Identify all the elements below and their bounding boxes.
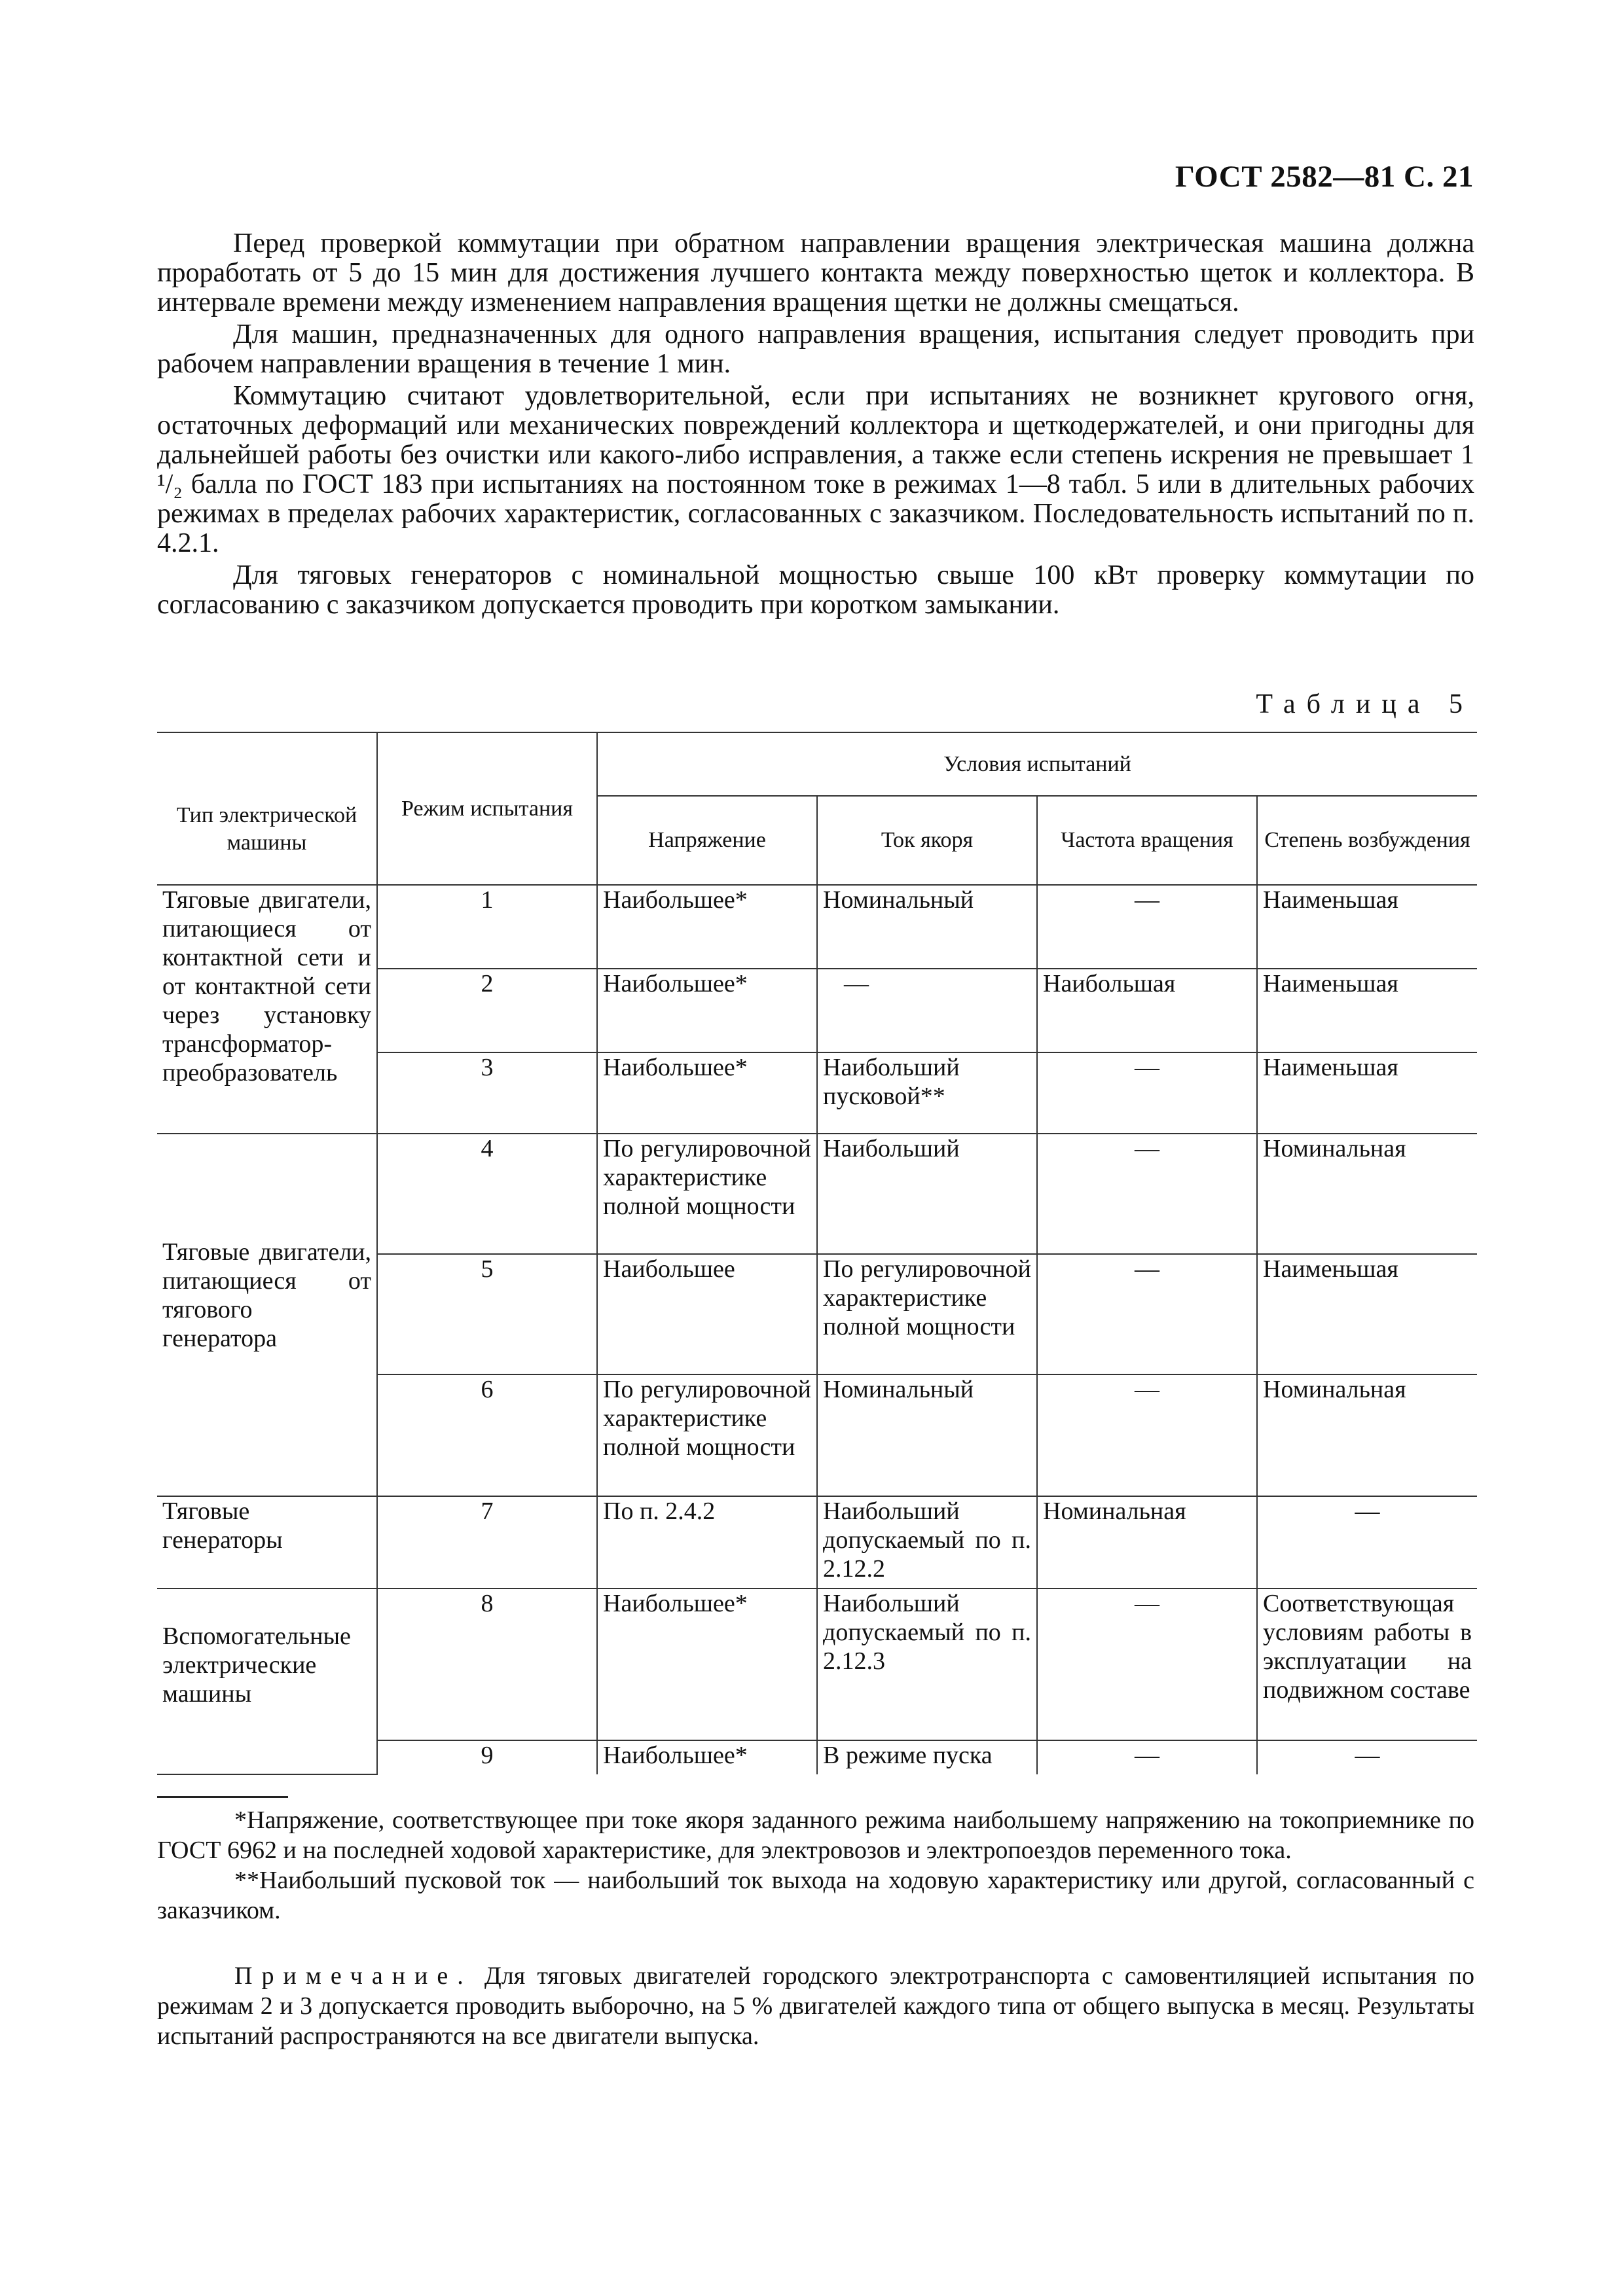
footnote-divider [157,1796,288,1798]
excitation-cell: — [1257,1496,1477,1588]
current-cell: Наибольший допускаемый по п. 2.12.3 [817,1588,1037,1740]
mode-cell: 3 [377,1052,597,1134]
page-header: ГОСТ 2582—81 С. 21 [1175,160,1474,194]
header-excitation: Степень возбуждения [1257,796,1477,885]
header-test-conditions: Условия испытаний [597,732,1477,796]
speed-cell: — [1037,1374,1257,1496]
header-armature-current: Ток якоря [817,796,1037,885]
excitation-cell: Номинальная [1257,1134,1477,1254]
current-cell: В режиме пуска [817,1740,1037,1774]
table-row [157,1134,1477,1254]
note [157,1961,1474,2051]
table-caption: Таблица 5 [1256,689,1474,719]
machine-type-cell: Тяговые двигатели, питающиеся от контактной сети и от контактной сети через установку трансформатор-преобразователь [157,885,377,1134]
machine-type-cell: Тяговые двигатели, питающиеся от тягового генератора [157,1134,377,1496]
current-cell: — [817,969,1037,1052]
voltage-cell: Наибольшее* [597,1588,817,1740]
speed-cell: Номинальная [1037,1496,1257,1588]
excitation-cell: — [1257,1740,1477,1774]
header-test-mode: Режим испытания [377,732,597,885]
speed-cell: — [1037,885,1257,969]
voltage-cell: По п. 2.4.2 [597,1496,817,1588]
note-label: Примечание. [234,1962,473,1990]
voltage-cell: Наибольшее* [597,1052,817,1134]
excitation-cell: Номинальная [1257,1374,1477,1496]
body-text [157,229,1474,622]
mode-cell: 9 [377,1740,597,1774]
voltage-cell: Наибольшее* [597,969,817,1052]
table-row [157,1496,1477,1588]
speed-cell: — [1037,1134,1257,1254]
mode-cell: 7 [377,1496,597,1588]
current-cell: Номинальный [817,885,1037,969]
speed-cell: — [1037,1740,1257,1774]
voltage-cell: По регулировочной характеристике полной мощности [597,1134,817,1254]
table-5 [157,732,1477,1775]
machine-type-cell: Вспомогательные электрические машины [157,1588,377,1774]
excitation-cell: Наименьшая [1257,885,1477,969]
excitation-cell: Наименьшая [1257,969,1477,1052]
speed-cell: — [1037,1052,1257,1134]
mode-cell: 5 [377,1254,597,1374]
paragraph: Коммутацию считают удовлетворительной, если при испытаниях не возникнет кругового огня, остаточных деформаций или механических повреждений коллектора и щеткодержателей, и они пригодны для дальнейшей работы без очистки или какого-либо исправления, а также если степень искрения не превышает 1 ¹/₂ балла по ГОСТ 183 при испытаниях на постоянном токе в режимах 1—8 табл. 5 или в длительных рабочих режимах в пределах рабочих характеристик, согласованных с заказчиком. Последовательность испытаний по п. 4.2.1. [157,381,1474,558]
header-machine-type: Тип электрической машины [157,732,377,885]
footnote: **Наибольший пусковой ток — наибольший ток выхода на ходовую характеристику или другой, согласованный с заказчиком. [157,1867,1474,1924]
table-header-row [157,732,1477,796]
paragraph: Перед проверкой коммутации при обратном направлении вращения электрическая машина должна проработать от 5 до 15 мин для достижения лучшего контакта между поверхностью щеток и коллектора. В интервале времени между изменением направления вращения щетки не должны смещаться. [157,228,1474,317]
footnote: *Напряжение, соответствующее при токе якоря заданного режима наибольшему напряжению на токоприемнике по ГОСТ 6962 и на последней ходовой характеристике, для электровозов и электропоездов переменного тока. [157,1806,1474,1864]
current-cell: Наибольший допускаемый по п. 2.12.2 [817,1496,1037,1588]
paragraph: Для машин, предназначенных для одного направления вращения, испытания следует проводить при рабочем направлении вращения в течение 1 мин. [157,319,1474,379]
excitation-cell: Наименьшая [1257,1052,1477,1134]
current-cell: Наибольший [817,1134,1037,1254]
speed-cell: — [1037,1588,1257,1740]
voltage-cell: Наибольшее [597,1254,817,1374]
mode-cell: 4 [377,1134,597,1254]
current-cell: Наибольший пусковой** [817,1052,1037,1134]
table-row [157,1588,1477,1740]
current-cell: По регулировочной характеристике полной мощности [817,1254,1037,1374]
mode-cell: 2 [377,969,597,1052]
footnotes [157,1805,1474,2051]
mode-cell: 8 [377,1588,597,1740]
voltage-cell: Наибольшее* [597,1740,817,1774]
speed-cell: Наибольшая [1037,969,1257,1052]
machine-type-cell: Тяговые генераторы [157,1496,377,1588]
note-text: Для тяговых двигателей городского электротранспорта с самовентиляцией испытания по режимам 2 и 3 допускается проводить выборочно, на 5 % двигателей каждого типа от общего выпуска в месяц. Результаты испытаний распространяются на все двигатели выпуска. [157,1962,1475,2050]
mode-cell: 6 [377,1374,597,1496]
current-cell: Номинальный [817,1374,1037,1496]
header-rotation-speed: Частота вращения [1037,796,1257,885]
header-voltage: Напряжение [597,796,817,885]
excitation-cell: Наименьшая [1257,1254,1477,1374]
voltage-cell: Наибольшее* [597,885,817,969]
voltage-cell: По регулировочной характеристике полной мощности [597,1374,817,1496]
paragraph: Для тяговых генераторов с номинальной мощностью свыше 100 кВт проверку коммутации по согласованию с заказчиком допускается проводить при коротком замыкании. [157,560,1474,620]
mode-cell: 1 [377,885,597,969]
excitation-cell: Соответствующая условиям работы в эксплуатации на подвижном составе [1257,1588,1477,1740]
table-row [157,885,1477,969]
speed-cell: — [1037,1254,1257,1374]
